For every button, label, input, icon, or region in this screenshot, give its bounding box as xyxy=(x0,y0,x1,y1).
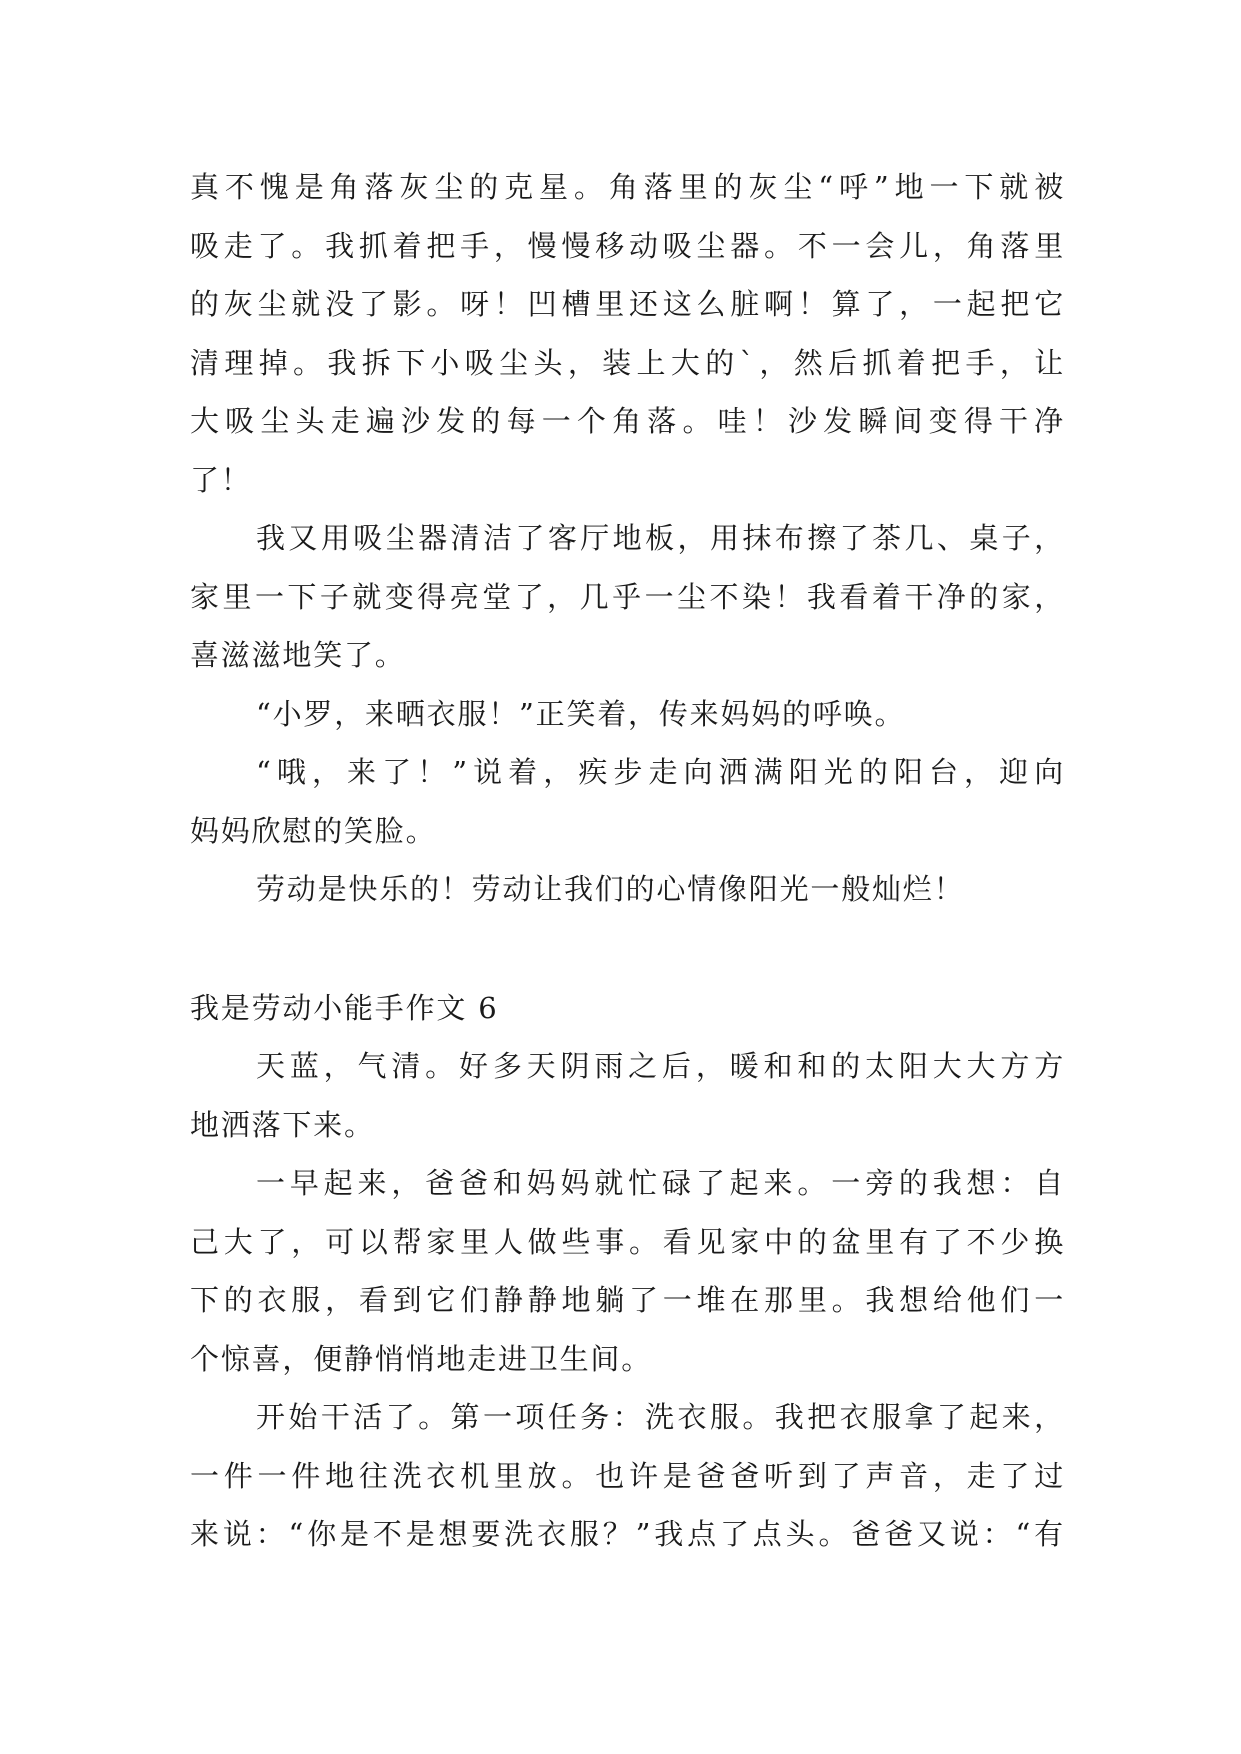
paragraph-weather xyxy=(190,1037,1065,1154)
paragraph-vacuum-sofa xyxy=(190,158,1065,509)
text-line: 来说：“你是不是想要洗衣服？”我点了点头。爸爸又说：“有 xyxy=(190,1517,1065,1551)
text-line: 的灰尘就没了影。呀！凹槽里还这么脏啊！算了，一起把它 xyxy=(190,287,1065,321)
text-line: “小罗，来晒衣服！”正笑着，传来妈妈的呼唤。 xyxy=(256,696,906,731)
document-body xyxy=(190,158,1065,1564)
paragraph-labor-is-happy xyxy=(190,860,1065,919)
text-line: 大吸尘头走遍沙发的每一个角落。哇！沙发瞬间变得干净 xyxy=(190,404,1065,438)
text-line: 一件一件地往洗衣机里放。也许是爸爸听到了声音，走了过 xyxy=(190,1458,1065,1493)
section-title: 我是劳动小能手作文 6 xyxy=(190,990,499,1025)
text-line: 妈妈欣慰的笑脸。 xyxy=(190,813,437,848)
text-line: 喜滋滋地笑了。 xyxy=(190,638,406,672)
text-line: 开始干活了。第一项任务：洗衣服。我把衣服拿了起来， xyxy=(256,1400,1065,1434)
paragraph-mom-calls xyxy=(190,685,1065,744)
text-line: 我又用吸尘器清洁了客厅地板，用抹布擦了茶几、桌子， xyxy=(256,521,1065,555)
text-line: 真不愧是角落灰尘的克星。角落里的灰尘“呼”地一下就被 xyxy=(190,170,1065,204)
section-spacer xyxy=(190,919,1065,979)
text-line: 家里一下子就变得亮堂了，几乎一尘不染！我看着干净的家， xyxy=(190,579,1065,614)
text-line: 下的衣服，看到它们静静地躺了一堆在那里。我想给他们一 xyxy=(190,1283,1065,1317)
text-line: “哦，来了！”说着，疾步走向洒满阳光的阳台，迎向 xyxy=(256,755,1065,789)
paragraph-floor-cleaning xyxy=(190,509,1065,685)
text-line: 一早起来，爸爸和妈妈就忙碌了起来。一旁的我想：自 xyxy=(256,1166,1065,1200)
paragraph-morning xyxy=(190,1154,1065,1388)
paragraph-balcony xyxy=(190,743,1065,860)
text-line: 清理掉。我拆下小吸尘头，装上大的`，然后抓着把手，让 xyxy=(190,345,1065,380)
text-line: 地洒落下来。 xyxy=(190,1107,375,1142)
text-line: 天蓝，气清。好多天阴雨之后，暖和和的太阳大大方方 xyxy=(256,1049,1065,1083)
text-line: 己大了，可以帮家里人做些事。看见家中的盆里有了不少换 xyxy=(190,1224,1065,1259)
text-line: 吸走了。我抓着把手，慢慢移动吸尘器。不一会儿，角落里 xyxy=(190,228,1065,263)
text-line: 个惊喜，便静悄悄地走进卫生间。 xyxy=(190,1341,653,1376)
text-line: 劳动是快乐的！劳动让我们的心情像阳光一般灿烂！ xyxy=(256,872,965,906)
paragraph-laundry xyxy=(190,1388,1065,1564)
text-line: 了！ xyxy=(190,462,252,497)
